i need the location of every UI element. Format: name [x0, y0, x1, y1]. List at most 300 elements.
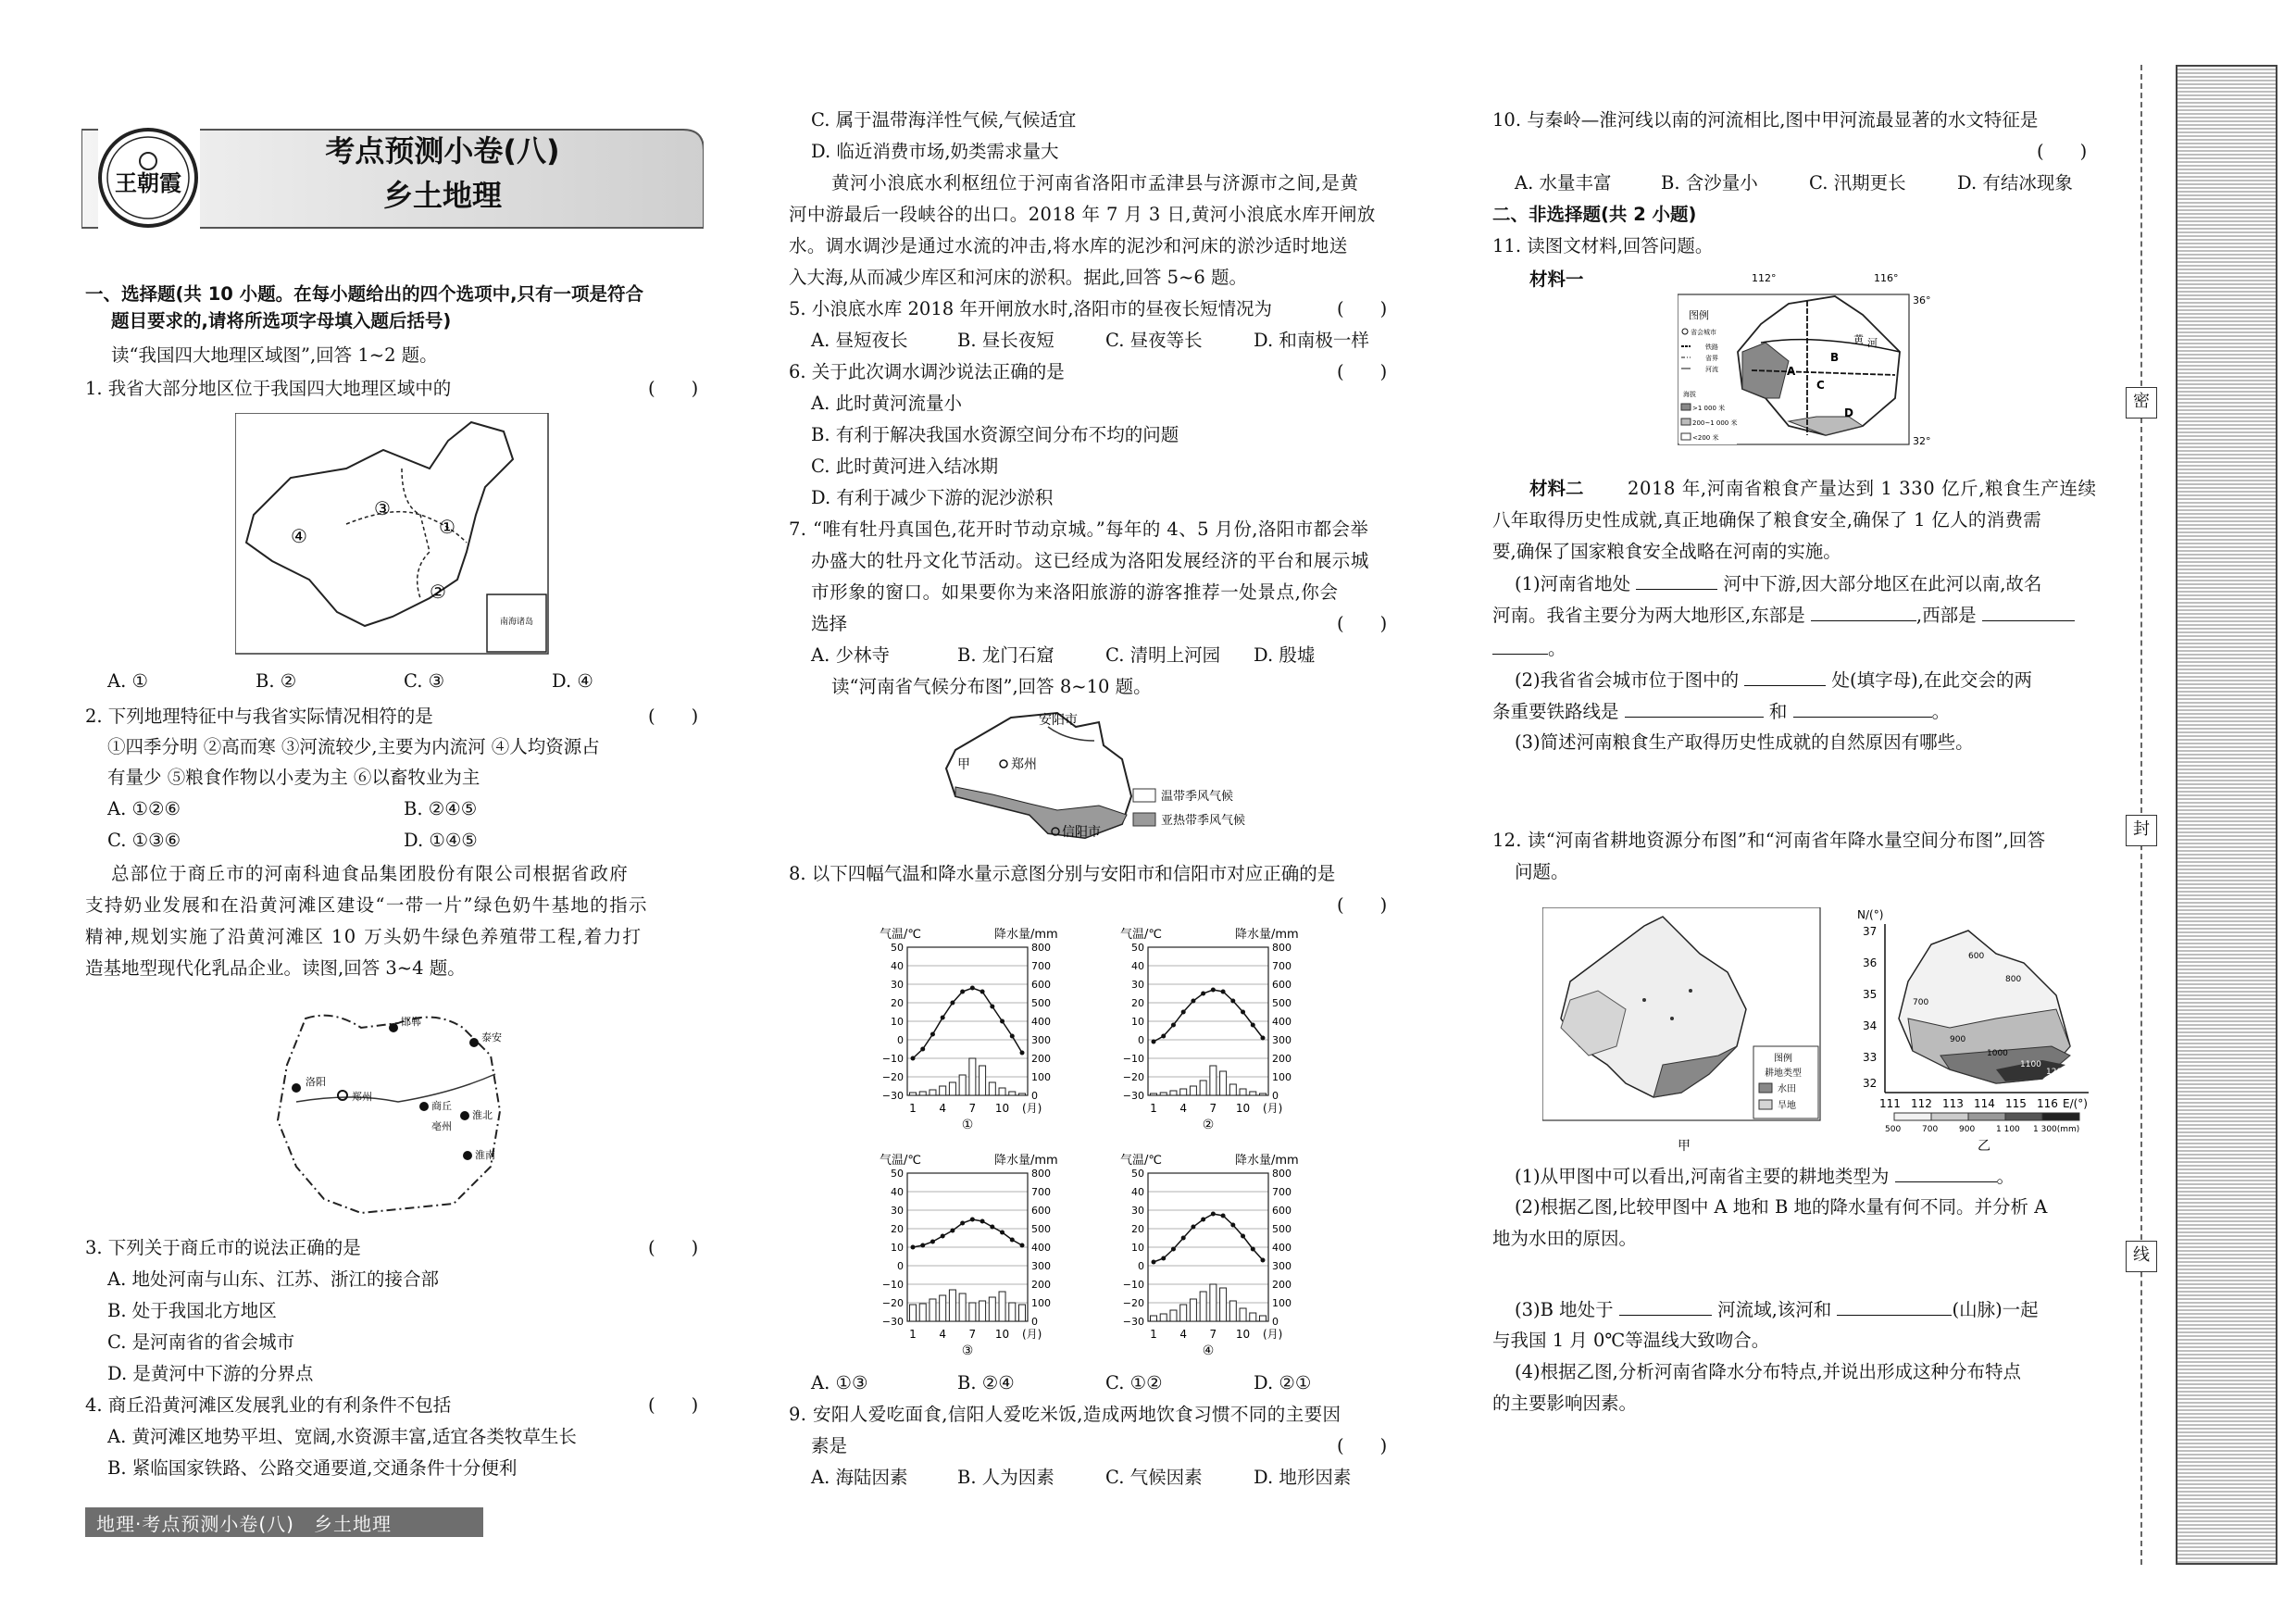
chart-xtick: 4 — [1179, 1102, 1188, 1115]
q9-opt-a[interactable]: A. 海陆因素 — [811, 1467, 908, 1488]
chart-precip-bar — [919, 1304, 926, 1321]
question-6: 6. 关于此次调水调沙说法正确的是 — [789, 361, 1065, 382]
lon-tick: 112 — [1911, 1097, 1932, 1110]
chart-temp-point — [1181, 1010, 1186, 1015]
chart-tick-right: 700 — [1031, 960, 1051, 972]
chart-temp-point — [1201, 992, 1205, 996]
chart-tick-left: 20 — [891, 997, 904, 1009]
isohyet-label: 1000 — [1987, 1049, 2008, 1058]
question-7-line-4: 选择 — [811, 613, 848, 634]
chart-precip-bar — [1019, 1093, 1026, 1095]
blank-east-landform[interactable] — [1811, 602, 1916, 621]
question-12-line-1: 12. 读“河南省耕地资源分布图”和“河南省年降水量空间分布图”,回答 — [1492, 830, 2046, 851]
chart-temp-point — [1161, 1034, 1166, 1039]
answer-paren: ( ) — [1337, 894, 1388, 916]
chart-temp-point — [1221, 1214, 1226, 1218]
chart-precip-bar — [1250, 1313, 1256, 1321]
answer-paren: ( ) — [1337, 298, 1388, 319]
chart-temp-point — [920, 1243, 925, 1248]
q7-opt-d[interactable]: D. 殷墟 — [1254, 644, 1316, 666]
question-4: 4. 商丘沿黄河滩区发展乳业的有利条件不包括 — [85, 1394, 452, 1416]
q10-opt-b[interactable]: B. 含沙量小 — [1661, 172, 1758, 194]
lon-tick: 115 — [2005, 1097, 2027, 1110]
chart-tick-left: −30 — [881, 1316, 904, 1328]
chart-precip-bar — [1250, 1092, 1256, 1095]
legend-subtitle: 耕地类型 — [1765, 1068, 1802, 1079]
chart-tick-right: 0 — [1031, 1316, 1038, 1328]
legend-low: <200 米 — [1692, 434, 1719, 442]
chart-tick-left: 0 — [1138, 1034, 1144, 1046]
lat-axis-label: N/(°) — [1857, 908, 1884, 921]
chart-xtick: 1 — [1150, 1328, 1157, 1341]
farmland-precip-maps — [1542, 907, 2116, 1157]
chart-tick-left: 30 — [891, 979, 904, 991]
chart-precip-bar — [1229, 1301, 1236, 1321]
map-yi-label: 乙 — [1978, 1139, 1990, 1154]
chart-precip-bar — [1009, 1303, 1016, 1321]
chart-number-label: ② — [1202, 1118, 1215, 1132]
chart-xlabel: (月) — [1263, 1328, 1283, 1341]
chart-precip-bar — [1260, 1316, 1267, 1321]
q1-opt-a[interactable]: A. ① — [107, 670, 148, 692]
passage-xiaolangdi-3: 水。调水调沙是通过水流的冲击,将水库的泥沙和河床的淤沙适时地送 — [789, 235, 1348, 256]
q6-opt-d[interactable]: D. 有利于减少下游的泥沙淤积 — [811, 487, 1054, 508]
q8-opt-b[interactable]: B. ②④ — [957, 1372, 1015, 1393]
question-12-line-2: 问题。 — [1515, 861, 1569, 882]
chart-precip-bar — [1240, 1089, 1246, 1095]
chart-temp-point — [941, 1016, 945, 1020]
scale-tick: 1 100 — [1996, 1125, 2020, 1134]
precip-map-yi — [1857, 908, 2089, 1154]
chart-precip-bar — [1210, 1066, 1217, 1095]
binding-strip — [2176, 65, 2277, 1565]
q11-1-part-b: 河中下游,因大部分地区在此河以南,故名 — [1723, 573, 2042, 594]
chart-precip-bar — [1180, 1089, 1187, 1095]
chart-temp-point — [950, 1001, 955, 1006]
q8-opt-d[interactable]: D. ②① — [1254, 1372, 1312, 1393]
question-11: 11. 读图文材料,回答问题。 — [1492, 235, 1714, 256]
chart-temp-point — [941, 1234, 945, 1239]
q3-opt-b[interactable]: B. 处于我国北方地区 — [107, 1300, 277, 1321]
q6-opt-a[interactable]: A. 此时黄河流量小 — [811, 393, 962, 414]
q4-opt-d[interactable]: D. 临近消费市场,奶类需求量大 — [811, 141, 1059, 162]
q10-opt-d[interactable]: D. 有结冰现象 — [1957, 172, 2073, 194]
lon-112: 112° — [1752, 272, 1777, 284]
chart-precip-bar — [1220, 1288, 1227, 1321]
chart-precip-bar — [940, 1086, 946, 1095]
chart-tick-left: −30 — [881, 1090, 904, 1102]
q1-opt-b[interactable]: B. ② — [256, 670, 297, 692]
chart-tick-right: 400 — [1272, 1242, 1292, 1254]
q6-opt-b[interactable]: B. 有利于解决我国水资源空间分布不均的问题 — [811, 424, 1179, 445]
chart-xtick: 4 — [1179, 1328, 1188, 1341]
chart-tick-right: 500 — [1272, 997, 1292, 1009]
legend-border: 省界 — [1705, 355, 1718, 362]
chart-temp-point — [1171, 1023, 1176, 1028]
climate-charts — [870, 921, 1342, 1366]
q2-line-2: 有量少 ⑤粮食作物以小麦为主 ⑥以畜牧业为主 — [107, 767, 480, 788]
isohyet-label: 600 — [1968, 952, 1985, 961]
chart-tick-left: 50 — [891, 1168, 904, 1180]
city-label: 邯郸 — [401, 1016, 421, 1028]
lon-tick: 116 — [2037, 1097, 2058, 1110]
chart-tick-right: 300 — [1031, 1034, 1051, 1046]
chart-tick-right: 0 — [1031, 1090, 1038, 1102]
question-2: 2. 下列地理特征中与我省实际情况相符的是 — [85, 706, 433, 727]
chart-tick-right: 600 — [1031, 1205, 1051, 1217]
lat-tick: 35 — [1863, 988, 1878, 1001]
q6-opt-c[interactable]: C. 此时黄河进入结冰期 — [811, 456, 999, 477]
chart-precip-bar — [959, 1293, 966, 1321]
chart-tick-right: 400 — [1031, 1016, 1051, 1028]
chart-tick-left: −30 — [1122, 1316, 1144, 1328]
chart-precip-bar — [1190, 1086, 1196, 1095]
chart-precip-bar — [940, 1295, 946, 1321]
chart-precip-bar — [999, 1292, 1005, 1321]
chart-xlabel: (月) — [1022, 1328, 1042, 1341]
chart-temp-line — [913, 1219, 1022, 1247]
chart-temp-point — [980, 1219, 985, 1224]
chart-xtick: 10 — [994, 1102, 1010, 1115]
page-subtitle: 乡土地理 — [382, 178, 503, 213]
lat-tick: 34 — [1863, 1019, 1878, 1032]
henan-climate-map — [937, 704, 1270, 852]
q4-opt-c[interactable]: C. 属于温带海洋性气候,气候适宜 — [811, 109, 1077, 131]
chart-precip-bar — [1260, 1093, 1267, 1095]
q10-opt-a[interactable]: A. 水量丰富 — [1515, 172, 1612, 194]
chart-precip-bar — [969, 1058, 976, 1095]
q2-opt-d[interactable]: D. ①④⑤ — [404, 830, 478, 851]
q12-3-line-2: 与我国 1 月 0℃等温线大致吻合。 — [1492, 1330, 1770, 1351]
chart-tick-right: 300 — [1031, 1260, 1051, 1272]
chart-xtick: 7 — [968, 1328, 977, 1341]
chart-temp-point — [1000, 1019, 1004, 1024]
chart-temp-point — [960, 990, 965, 994]
q12-1: (1)从甲图中可以看出,河南省主要的耕地类型为 — [1515, 1166, 1890, 1187]
chart-tick-left: −20 — [1122, 1297, 1144, 1309]
lat-tick: 37 — [1863, 925, 1878, 938]
chart-xtick: 4 — [939, 1328, 947, 1341]
q5-opt-d[interactable]: D. 和南极一样 — [1254, 330, 1369, 351]
chart-tick-left: 40 — [1131, 1186, 1144, 1198]
chart-number-label: ③ — [961, 1343, 974, 1358]
chart-temp-point — [950, 1229, 955, 1233]
q3-opt-d[interactable]: D. 是黄河中下游的分界点 — [107, 1363, 314, 1384]
chart-precip-bar — [989, 1082, 995, 1095]
city-label: 泰安 — [481, 1031, 502, 1043]
q11-3: (3)简述河南粮食生产取得历史性成就的自然原因有哪些。 — [1515, 731, 1974, 753]
chart-tick-right: 100 — [1272, 1297, 1292, 1309]
chart-tick-right: 200 — [1031, 1279, 1051, 1291]
chart-temp-point — [1191, 1225, 1195, 1230]
blank-letter[interactable] — [1744, 667, 1826, 686]
q5-opt-b[interactable]: B. 昼长夜短 — [957, 330, 1054, 351]
q5-opt-c[interactable]: C. 昼夜等长 — [1105, 330, 1203, 351]
blank-river[interactable] — [1636, 570, 1717, 590]
city-label: 洛阳 — [306, 1076, 326, 1088]
chart-tick-right: 100 — [1031, 1071, 1051, 1083]
chart-ylabel-left: 气温/℃ — [880, 1154, 921, 1168]
chart-temp-point — [1230, 1223, 1235, 1228]
header-box — [81, 124, 704, 231]
chart-number-label: ① — [961, 1118, 974, 1132]
scale-tick: 900 — [1959, 1125, 1976, 1134]
chart-precip-bar — [989, 1297, 995, 1321]
q5-opt-a[interactable]: A. 昼短夜长 — [811, 330, 908, 351]
question-1: 1. 我省大部分地区位于我国四大地理区域中的 — [85, 378, 452, 399]
answer-paren: ( ) — [648, 1237, 699, 1258]
chart-tick-right: 500 — [1031, 1223, 1051, 1235]
q4-opt-a[interactable]: A. 黄河滩区地势平坦、宽阔,水资源丰富,适宜各类牧草生长 — [107, 1426, 577, 1447]
chart-tick-left: 50 — [1131, 942, 1144, 954]
q11-1-part-a: (1)河南省地处 — [1515, 573, 1631, 594]
chart-tick-right: 100 — [1272, 1071, 1292, 1083]
q11-2-part-d: 和 — [1768, 701, 1788, 722]
passage-kedi-2: 支持奶业发展和在沿黄河滩区建设“一带一片”绿色奶牛基地的指示 — [85, 894, 648, 916]
chart-precip-bar — [1180, 1305, 1187, 1321]
chart-tick-left: −10 — [881, 1053, 904, 1065]
material-2-line-3: 要,确保了国家粮食安全战略在河南的实施。 — [1492, 541, 1841, 562]
chart-tick-right: 800 — [1031, 942, 1051, 954]
chart-temp-point — [920, 1047, 925, 1052]
chart-precip-bar — [949, 1082, 955, 1095]
chart-tick-right: 500 — [1272, 1223, 1292, 1235]
q10-opt-c[interactable]: C. 汛期更长 — [1809, 172, 1906, 194]
question-10: 10. 与秦岭—淮河线以南的河流相比,图中甲河流最显著的水文特征是 — [1492, 109, 2039, 131]
chart-temp-point — [930, 1240, 935, 1244]
answer-paren: ( ) — [1337, 361, 1388, 382]
q3-opt-a[interactable]: A. 地处河南与山东、江苏、浙江的接合部 — [107, 1268, 439, 1290]
legend-elev: 海拔 — [1683, 391, 1696, 398]
point-b: B — [1830, 351, 1840, 364]
chart-tick-right: 700 — [1272, 960, 1292, 972]
page-title: 考点预测小卷(八) — [325, 133, 560, 169]
chart-xtick: 10 — [1235, 1102, 1251, 1115]
chart-precip-bar — [930, 1299, 936, 1321]
legend-high: >1 000 米 — [1692, 405, 1726, 412]
q9-opt-b[interactable]: B. 人为因素 — [957, 1467, 1054, 1488]
chart-tick-left: 20 — [1131, 997, 1144, 1009]
chart-precip-bar — [1151, 1093, 1157, 1095]
chart-tick-right: 800 — [1272, 942, 1292, 954]
passage-xiaolangdi-1: 黄河小浪底水利枢纽位于河南省洛阳市孟津县与济源市之间,是黄 — [831, 172, 1359, 194]
lon-tick: 114 — [1974, 1097, 1995, 1110]
lat-tick: 33 — [1863, 1051, 1878, 1064]
chart-temp-point — [1181, 1236, 1186, 1241]
chart-temp-point — [970, 1218, 975, 1222]
chart-tick-right: 600 — [1031, 979, 1051, 991]
question-7-line-3: 市形象的窗口。如果要你为来洛阳旅游的游客推荐一处景点,你会 — [811, 581, 1339, 603]
legend-temperate: 温带季风气候 — [1161, 790, 1234, 804]
q1-opt-d[interactable]: D. ④ — [552, 670, 593, 692]
lat-tick: 32 — [1863, 1077, 1878, 1090]
q12-3-part-b: 河流域,该河和 — [1717, 1299, 1832, 1320]
q12-4-line-1: (4)根据乙图,分析河南省降水分布特点,并说出形成这种分布特点 — [1515, 1361, 2022, 1382]
blank-river-basin[interactable] — [1619, 1296, 1712, 1316]
chart-tick-left: −10 — [1122, 1279, 1144, 1291]
city-label: 淮北 — [472, 1109, 493, 1121]
chart-temp-line — [1154, 1214, 1263, 1262]
legend-mid: 200~1 000 米 — [1692, 419, 1738, 427]
legend-rail: 铁路 — [1705, 344, 1718, 351]
chart-precip-bar — [1019, 1305, 1026, 1321]
lon-tick: 113 — [1942, 1097, 1964, 1110]
chart-tick-left: 10 — [1131, 1242, 1144, 1254]
chart-tick-left: 0 — [1138, 1260, 1144, 1272]
chart-tick-left: −20 — [881, 1297, 904, 1309]
chart-temp-point — [1211, 988, 1216, 993]
binding-label: 封 — [2126, 815, 2157, 846]
section1-heading-2: 题目要求的,请将所选项字母填入题后括号) — [111, 310, 452, 331]
q11-1-part-c: 河南。我省主要分为两大地形区,东部是 — [1492, 605, 1805, 626]
q11-2-part-b: 处(填字母),在此交会的两 — [1831, 669, 2032, 691]
q4-opt-b[interactable]: B. 紧临国家铁路、公路交通要道,交通条件十分便利 — [107, 1457, 518, 1479]
chart-precip-bar — [1151, 1316, 1157, 1321]
logo-text: 王朝霞 — [115, 169, 181, 196]
q9-opt-c[interactable]: C. 气候因素 — [1105, 1467, 1203, 1488]
chart-tick-right: 800 — [1031, 1168, 1051, 1180]
city-label: 亳州 — [431, 1120, 452, 1132]
question-7-line-1: 7. “唯有牡丹真国色,花开时节动京城。”每年的 4、5 月份,洛阳市都会举 — [789, 519, 1369, 540]
chart-xtick: 1 — [909, 1102, 917, 1115]
blank-railway-1[interactable] — [1625, 698, 1764, 718]
chart-tick-left: 30 — [1131, 1205, 1144, 1217]
chart-xlabel: (月) — [1022, 1102, 1042, 1115]
chart-precip-bar — [910, 1093, 917, 1095]
chart-temp-point — [1020, 1243, 1025, 1248]
chart-temp-point — [1020, 1051, 1025, 1056]
chart-precip-bar — [969, 1303, 976, 1321]
chart-precip-bar — [1160, 1093, 1167, 1095]
chart-precip-bar — [1009, 1092, 1016, 1095]
henan-terrain-map — [1678, 269, 1946, 450]
chart-precip-bar — [919, 1092, 926, 1095]
chart-xtick: 1 — [1150, 1102, 1157, 1115]
region-label-4: ④ — [291, 525, 307, 547]
isohyet-label: 1100 — [2020, 1060, 2041, 1069]
blank-west-landform-cont[interactable] — [1492, 635, 1548, 655]
chart-tick-right: 300 — [1272, 1260, 1292, 1272]
q11-2-part-a: (2)我省省会城市位于图中的 — [1515, 669, 1740, 691]
q12-3-part-a: (3)B 地处于 — [1515, 1299, 1614, 1320]
chart-ylabel-right: 降水量/mm — [994, 928, 1058, 942]
isohyet-label: 700 — [1913, 998, 1929, 1007]
question-5: 5. 小浪底水库 2018 年开闸放水时,洛阳市的昼夜长短情况为 — [789, 298, 1273, 319]
q8-opt-c[interactable]: C. ①② — [1105, 1372, 1163, 1393]
legend-dryland: 旱地 — [1778, 1101, 1796, 1111]
isohyet-label: 800 — [2005, 975, 2022, 984]
chart-ylabel-right: 降水量/mm — [1235, 1154, 1299, 1168]
map-jia-label: 甲 — [1678, 1139, 1691, 1154]
river-char-huang: 黄 — [1853, 333, 1864, 345]
chart-precip-bar — [1160, 1314, 1167, 1321]
question-9-line-2: 素是 — [811, 1435, 848, 1456]
blank-railway-2[interactable] — [1793, 698, 1932, 718]
q7-opt-c[interactable]: C. 清明上河园 — [1105, 644, 1221, 666]
blank-farmland-type[interactable] — [1895, 1163, 1997, 1182]
chart-tick-left: 50 — [1131, 1168, 1144, 1180]
chart-temp-point — [1230, 999, 1235, 1004]
chart-ylabel-right: 降水量/mm — [1235, 928, 1299, 942]
chart-temp-point — [1152, 1040, 1156, 1044]
chart-tick-left: −10 — [881, 1279, 904, 1291]
chart-tick-left: 10 — [891, 1016, 904, 1028]
q2-opt-a[interactable]: A. ①②⑥ — [107, 798, 181, 819]
passage-kedi-3: 精神,规划实施了沿黄河滩区 10 万头奶牛绿色养殖带工程,着力打 — [85, 926, 643, 947]
china-regions-map — [235, 413, 550, 656]
chart-temp-point — [980, 990, 985, 994]
legend-river: 河流 — [1705, 366, 1718, 373]
chart-tick-left: 40 — [891, 960, 904, 972]
chart-tick-left: 40 — [1131, 960, 1144, 972]
q3-opt-c[interactable]: C. 是河南省的省会城市 — [107, 1331, 295, 1353]
chart-tick-left: −30 — [1122, 1090, 1144, 1102]
q2-opt-c[interactable]: C. ①③⑥ — [107, 830, 181, 851]
south-china-sea-label: 南海诸岛 — [500, 618, 534, 627]
passage-xiaolangdi-4: 入大海,从而减少库区和河床的淤积。据此,回答 5~6 题。 — [789, 267, 1247, 288]
chart-tick-right: 800 — [1272, 1168, 1292, 1180]
question-3: 3. 下列关于商丘市的说法正确的是 — [85, 1237, 361, 1258]
chart-tick-right: 700 — [1031, 1186, 1051, 1198]
q7-opt-a[interactable]: A. 少林寺 — [811, 644, 890, 666]
chart-tick-left: 10 — [891, 1242, 904, 1254]
q7-opt-b[interactable]: B. 龙门石窟 — [957, 644, 1054, 666]
answer-paren: ( ) — [648, 706, 699, 727]
section2-heading: 二、非选择题(共 2 小题) — [1492, 204, 1697, 225]
binding-label: 密 — [2126, 387, 2157, 419]
chart-temp-point — [1261, 1258, 1266, 1263]
q12-3-part-c: (山脉)一起 — [1952, 1299, 2039, 1320]
chart-temp-point — [911, 1056, 916, 1061]
chart-temp-point — [1171, 1247, 1176, 1252]
chart-temp-point — [1191, 999, 1195, 1004]
chart-ylabel-left: 气温/℃ — [1120, 928, 1162, 942]
label-jia: 甲 — [957, 757, 970, 772]
chart-temp-point — [1152, 1260, 1156, 1265]
blank-mountain[interactable] — [1837, 1296, 1952, 1316]
chart-tick-right: 300 — [1272, 1034, 1292, 1046]
chart-precip-bar — [999, 1088, 1005, 1095]
city-label: 商丘 — [431, 1100, 452, 1112]
scale-tick: 1 300(mm) — [2033, 1125, 2080, 1134]
chart-tick-left: 20 — [891, 1223, 904, 1235]
chart-tick-left: −10 — [1122, 1053, 1144, 1065]
chart-tick-left: −20 — [1122, 1071, 1144, 1083]
scale-tick: 500 — [1885, 1125, 1902, 1134]
lon-axis-label: E/(°) — [2063, 1097, 2088, 1110]
footer-bar — [85, 1507, 483, 1537]
header-banner — [81, 124, 704, 231]
chart-precip-bar — [1220, 1071, 1227, 1095]
blank-west-landform[interactable] — [1982, 602, 2075, 621]
answer-paren: ( ) — [648, 1394, 699, 1416]
chart-temp-point — [1251, 1247, 1255, 1252]
question-7-line-2: 办盛大的牡丹文化节活动。这已经成为洛阳发展经济的平台和展示城 — [811, 550, 1370, 571]
material-2-line-2: 八年取得历史性成就,真正地确保了粮食安全,确保了 1 亿人的消费需 — [1492, 509, 2042, 531]
chart-precip-bar — [1240, 1308, 1246, 1321]
chart-precip-bar — [1170, 1091, 1177, 1095]
chart-temp-point — [1241, 1234, 1245, 1239]
q2-opt-b[interactable]: B. ②④⑤ — [404, 798, 478, 819]
legend-title: 图例 — [1689, 309, 1709, 321]
lon-tick: 111 — [1879, 1097, 1901, 1110]
q9-opt-d[interactable]: D. 地形因素 — [1254, 1467, 1352, 1488]
section1-heading: 一、选择题(共 10 小题。在每小题给出的四个选项中,只有一项是符合 — [85, 283, 644, 305]
passage-kedi-1: 总部位于商丘市的河南科迪食品集团股份有限公司根据省政府 — [111, 863, 629, 884]
chart-ylabel-left: 气温/℃ — [880, 928, 921, 942]
q1-opt-c[interactable]: C. ③ — [404, 670, 445, 692]
q8-opt-a[interactable]: A. ①③ — [811, 1372, 868, 1393]
